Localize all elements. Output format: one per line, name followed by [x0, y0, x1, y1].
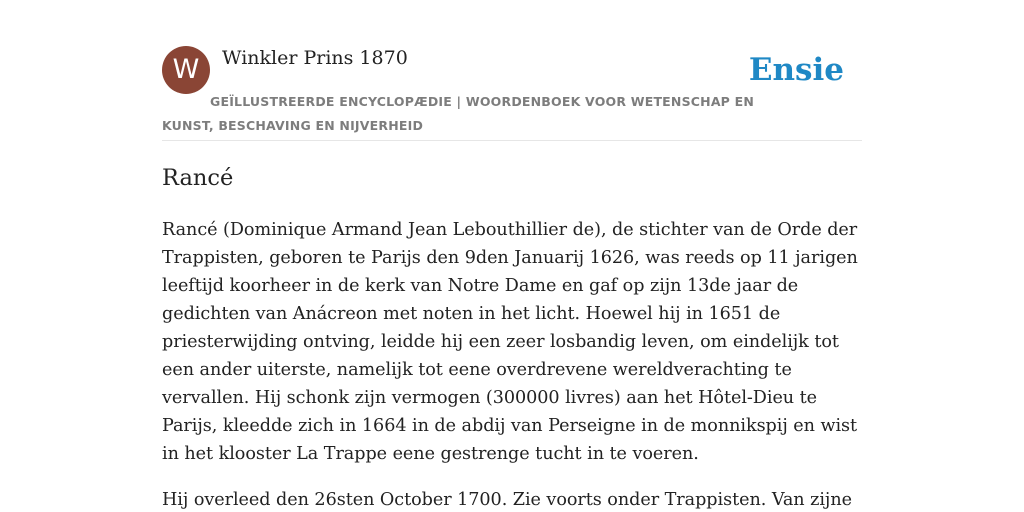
article-paragraph: Rancé (Dominique Armand Jean Lebouthillier de), de stichter van de Orde der Trappisten, geboren te Parijs den 9den Januarij 1626, was reeds op 11 jarigen leeftijd koorheer in de kerk van Notre Dame en gaf op zijn 13de jaar de gedichten van Anácreon met noten in het licht. Hoewel hij in 1651 de priesterwijding ontving, leidde hij een zeer losbandig leven, om eindelijk tot een ander uiterste, namelijk tot eene overdrevene wereldverachting te vervallen. Hij schonk zijn vermogen (300000 livres) aan het Hôtel-Dieu te Parijs, kleedde zich in 1664 in de abdij van Perseigne in de monnikspij en wist in het klooster La Trappe eene gestrenge tucht in te voeren. — [162, 220, 858, 464]
article-body — [162, 216, 866, 512]
source-title[interactable]: Winkler Prins 1870 — [222, 47, 408, 69]
article-title: Rancé — [162, 165, 234, 191]
source-subtitle: GEÏLLUSTREERDE ENCYCLOPÆDIE | WOORDENBOEK VOOR WETENSCHAP EN KUNST, BESCHAVING EN NIJVERHEID — [162, 94, 755, 133]
ensie-logo[interactable]: Ensie — [748, 52, 844, 88]
avatar[interactable]: W — [162, 46, 210, 94]
site-header — [162, 46, 862, 141]
article-paragraph: Hij overleed den 26sten October 1700. Zie voorts onder Trappisten. Van zijne — [162, 490, 852, 510]
